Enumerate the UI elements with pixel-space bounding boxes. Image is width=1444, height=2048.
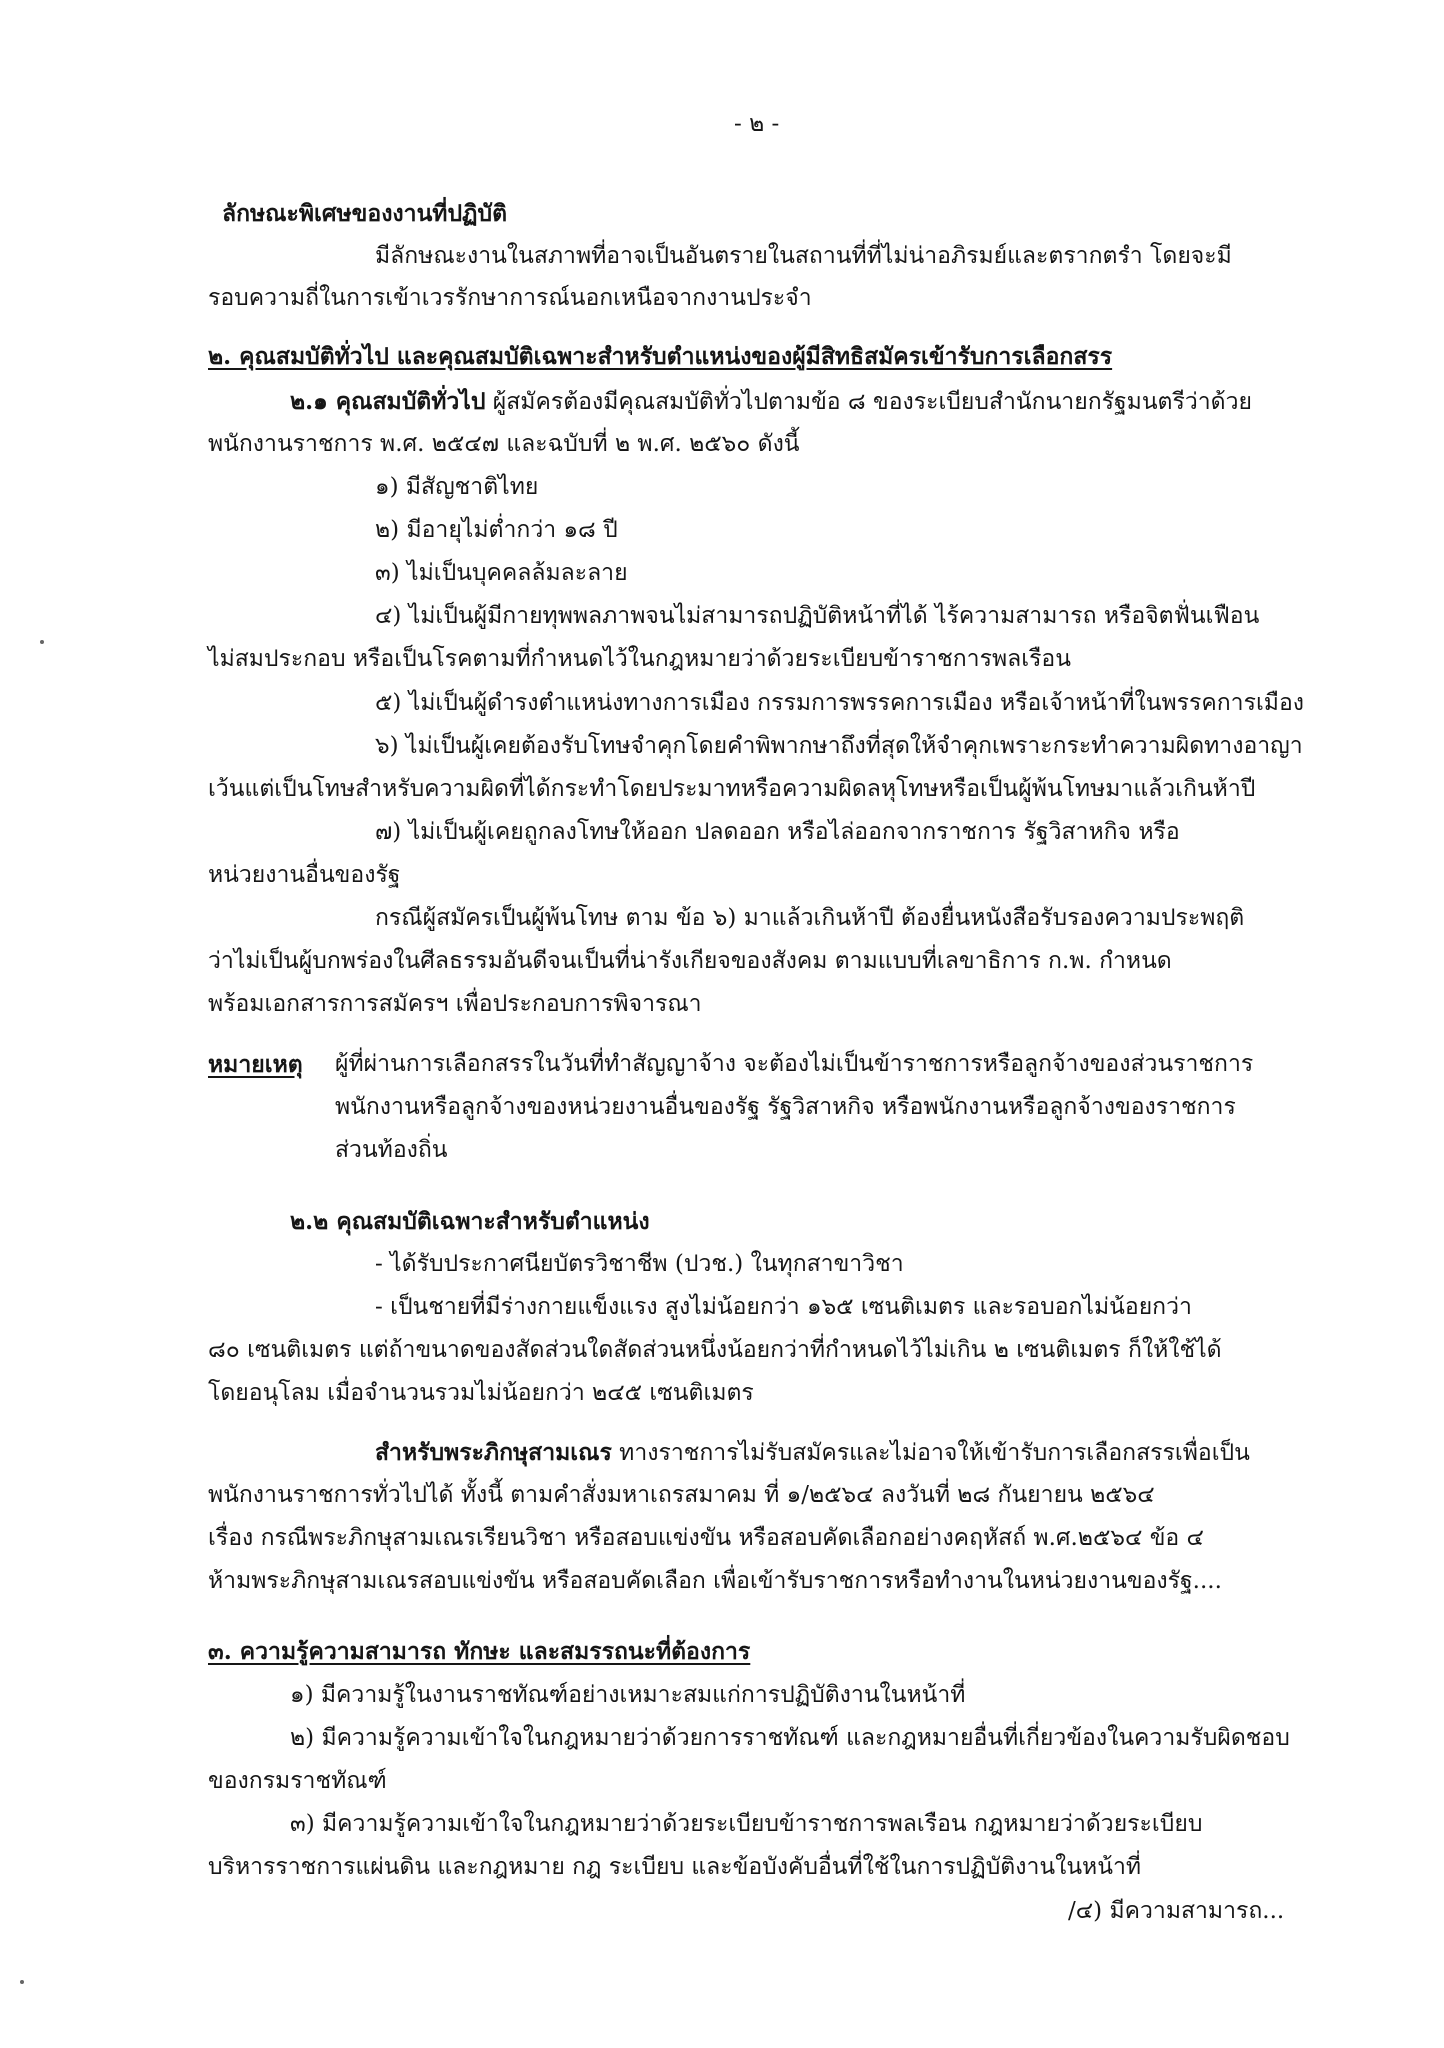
list-item: ไม่สมประกอบ หรือเป็นโรคตามที่กำหนดไว้ในกฎหมายว่าด้วยระเบียบข้าราชการพลเรือน (208, 646, 1071, 672)
list-item: ๖) ไม่เป็นผู้เคยต้องรับโทษจำคุกโดยคำพิพากษาถึงที่สุดให้จำคุกเพราะกระทำความผิดทางอาญา (375, 733, 1303, 759)
monk-text: ทางราชการไม่รับสมัครและไม่อาจให้เข้ารับการเลือกสรรเพื่อเป็น (619, 1440, 1250, 1466)
scan-speck (20, 1980, 24, 1984)
paragraph-line: พนักงานราชการ พ.ศ. ๒๕๔๗ และฉบับที่ ๒ พ.ศ. ๒๕๖๐ ดังนี้ (208, 431, 800, 457)
list-item: หน่วยงานอื่นของรัฐ (208, 862, 401, 888)
list-item: ๒) มีอายุไม่ต่ำกว่า ๑๘ ปี (375, 517, 618, 543)
paragraph-line: ๓) มีความรู้ความเข้าใจในกฎหมายว่าด้วยระเบียบข้าราชการพลเรือน กฎหมายว่าด้วยระเบียบ (290, 1811, 1203, 1837)
paragraph-line: ว่าไม่เป็นผู้บกพร่องในศีลธรรมอันดีจนเป็นที่น่ารังเกียจของสังคม ตามแบบที่เลขาธิการ ก.พ. กำหนด (208, 948, 1172, 974)
page-number: - ๒ - (734, 111, 780, 137)
paragraph-line (290, 390, 1252, 414)
remark-line: พนักงานหรือลูกจ้างของหน่วยงานอื่นของรัฐ รัฐวิสาหกิจ หรือพนักงานหรือลูกจ้างของราชการ (335, 1094, 1236, 1120)
remark-line: ผู้ที่ผ่านการเลือกสรรในวันที่ทำสัญญาจ้าง จะต้องไม่เป็นข้าราชการหรือลูกจ้างของส่วนราชการ (335, 1051, 1254, 1077)
section-3-heading: ๓. ความรู้ความสามารถ ทักษะ และสมรรถนะที่ต้องการ (208, 1638, 751, 1665)
scan-speck (40, 640, 44, 644)
paragraph-line: พนักงานราชการทั่วไปได้ ทั้งนี้ ตามคำสั่งมหาเถรสมาคม ที่ ๑/๒๕๖๔ ลงวันที่ ๒๘ กันยายน ๒๕๖๔ (208, 1482, 1155, 1508)
paragraph-line: - ได้รับประกาศนียบัตรวิชาชีพ (ปวช.) ในทุกสาขาวิชา (375, 1251, 904, 1277)
list-item: เว้นแต่เป็นโทษสำหรับความผิดที่ได้กระทำโดยประมาทหรือความผิดลหุโทษหรือเป็นผู้พ้นโทษมาแล้วเกินห้าปี (208, 776, 1256, 802)
paragraph-line: ๘๐ เซนติเมตร แต่ถ้าขนาดของสัดส่วนใดสัดส่วนหนึ่งน้อยกว่าที่กำหนดไว้ไม่เกิน ๒ เซนติเมตร ก็ให้ใช้ได้ (208, 1337, 1222, 1363)
subsection-2-1-text: ผู้สมัครต้องมีคุณสมบัติทั่วไปตามข้อ ๘ ของระเบียบสำนักนายกรัฐมนตรีว่าด้วย (492, 389, 1252, 415)
paragraph-line: พร้อมเอกสารการสมัครฯ เพื่อประกอบการพิจารณา (208, 991, 702, 1017)
paragraph-line: ห้ามพระภิกษุสามเณรสอบแข่งขัน หรือสอบคัดเลือก เพื่อเข้ารับราชการหรือทำงานในหน่วยงานของรัฐ.... (208, 1568, 1222, 1594)
paragraph-line: - เป็นชายที่มีร่างกายแข็งแรง สูงไม่น้อยกว่า ๑๖๕ เซนติเมตร และรอบอกไม่น้อยกว่า (375, 1294, 1192, 1320)
paragraph-line: ๑) มีความรู้ในงานราชทัณฑ์อย่างเหมาะสมแก่การปฏิบัติงานในหน้าที่ (290, 1682, 966, 1708)
paragraph-line: มีลักษณะงานในสภาพที่อาจเป็นอันตรายในสถานที่ที่ไม่น่าอภิรมย์และตรากตรำ โดยจะมี (375, 243, 1232, 269)
remark-line: ส่วนท้องถิ่น (335, 1137, 448, 1163)
list-item: ๗) ไม่เป็นผู้เคยถูกลงโทษให้ออก ปลดออก หรือไล่ออกจากราชการ รัฐวิสาหกิจ หรือ (375, 819, 1180, 845)
paragraph-line: เรื่อง กรณีพระภิกษุสามเณรเรียนวิชา หรือสอบแข่งขัน หรือสอบคัดเลือกอย่างคฤหัสถ์ พ.ศ.๒๕๖๔ ข้อ ๔ (208, 1525, 1204, 1551)
subsection-2-1-label: ๒.๑ คุณสมบัติทั่วไป (290, 388, 486, 415)
paragraph-line: โดยอนุโลม เมื่อจำนวนรวมไม่น้อยกว่า ๒๔๕ เซนติเมตร (208, 1380, 754, 1406)
paragraph-line: รอบความถี่ในการเข้าเวรรักษาการณ์นอกเหนือจากงานประจำ (208, 285, 812, 311)
paragraph-line: บริหารราชการแผ่นดิน และกฎหมาย กฎ ระเบียบ และข้อบังคับอื่นที่ใช้ในการปฏิบัติงานในหน้าที่ (208, 1854, 1142, 1880)
list-item: ๔) ไม่เป็นผู้มีกายทุพพลภาพจนไม่สามารถปฏิบัติหน้าที่ได้ ไร้ความสามารถ หรือจิตฟั่นเฟือน (375, 603, 1260, 629)
section-2-heading: ๒. คุณสมบัติทั่วไป และคุณสมบัติเฉพาะสำหรับตำแหน่งของผู้มีสิทธิสมัครเข้ารับการเลือกสรร (208, 343, 1113, 370)
continuation-note: /๔) มีความสามารถ... (1068, 1898, 1285, 1924)
list-item: ๕) ไม่เป็นผู้ดำรงตำแหน่งทางการเมือง กรรมการพรรคการเมือง หรือเจ้าหน้าที่ในพรรคการเมือง (375, 690, 1305, 716)
subsection-2-2-heading: ๒.๒ คุณสมบัติเฉพาะสำหรับตำแหน่ง (290, 1208, 650, 1235)
list-item: ๓) ไม่เป็นบุคคลล้มละลาย (375, 560, 628, 586)
paragraph-line: กรณีผู้สมัครเป็นผู้พ้นโทษ ตาม ข้อ ๖) มาแล้วเกินห้าปี ต้องยื่นหนังสือรับรองความประพฤติ (375, 905, 1245, 931)
list-item: ๑) มีสัญชาติไทย (375, 474, 539, 500)
remark-label: หมายเหตุ (208, 1051, 303, 1078)
monk-label: สำหรับพระภิกษุสามเณร (375, 1439, 612, 1466)
paragraph-line: ของกรมราชทัณฑ์ (208, 1768, 387, 1794)
paragraph-line (375, 1441, 1250, 1465)
paragraph-line: ๒) มีความรู้ความเข้าใจในกฎหมายว่าด้วยการราชทัณฑ์ และกฎหมายอื่นที่เกี่ยวข้องในความรับผิดชอบ (290, 1725, 1290, 1751)
special-nature-heading: ลักษณะพิเศษของงานที่ปฏิบัติ (222, 200, 508, 227)
